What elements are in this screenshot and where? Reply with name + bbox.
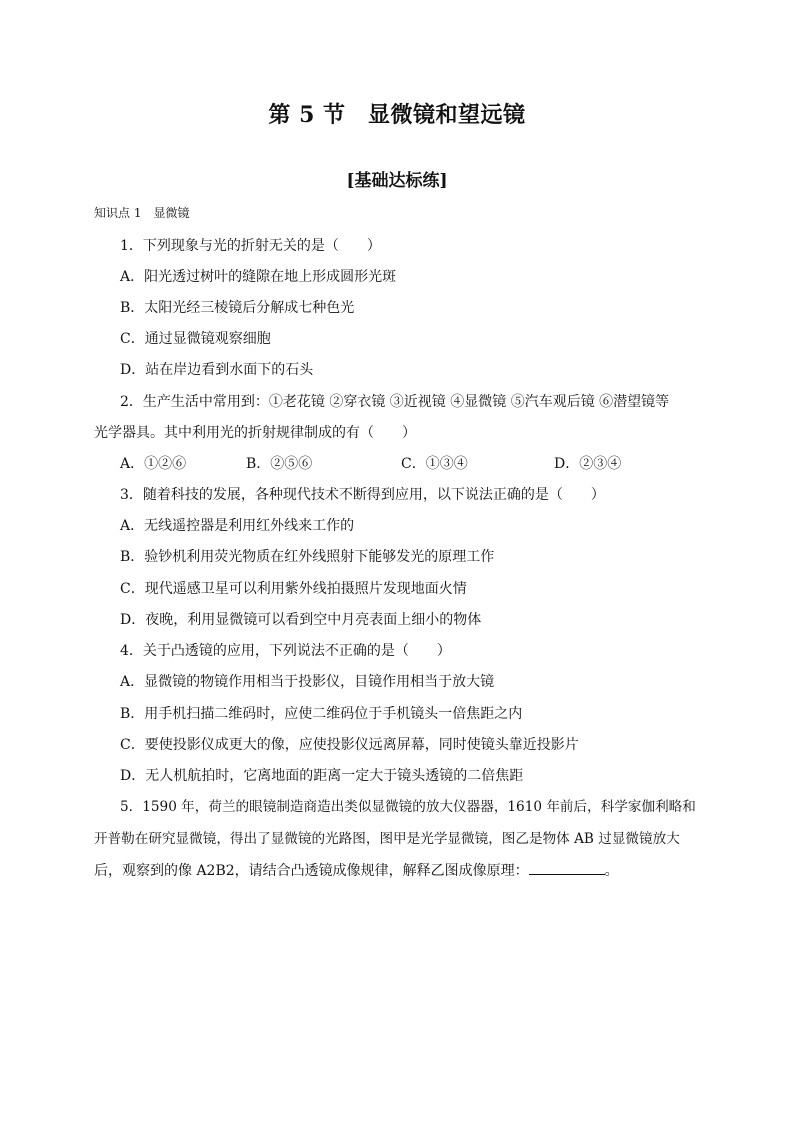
- answer-blank[interactable]: [529, 860, 605, 875]
- question-2-option-c: C．①③④: [401, 456, 468, 472]
- question-4-option-c: C．要使投影仪成更大的像，应使投影仪远离屏幕，同时使镜头靠近投影片: [120, 737, 579, 753]
- question-5-line-3: [94, 860, 619, 881]
- page-title: 第 5 节 显微镜和望远镜: [268, 102, 526, 128]
- question-1-stem: 1．下列现象与光的折射无关的是（ ）: [120, 238, 381, 254]
- question-3-option-a: A．无线遥控器是利用红外线来工作的: [120, 518, 355, 534]
- question-4-option-b: B．用手机扫描二维码时，应使二维码位于手机镜头一倍焦距之内: [120, 706, 523, 722]
- question-2-stem-line-1: 2．生产生活中常用到：①老花镜 ②穿衣镜 ③近视镜 ④显微镜 ⑤汽车观后镜 ⑥潜望镜等: [120, 394, 670, 410]
- question-4-option-a: A．显微镜的物镜作用相当于投影仪，目镜作用相当于放大镜: [120, 674, 495, 690]
- section-heading: [基础达标练]: [346, 171, 448, 191]
- question-4-option-d: D．无人机航拍时，它离地面的距离一定大于镜头透镜的二倍焦距: [120, 768, 524, 784]
- question-5-line-3-end: 。: [604, 863, 619, 879]
- question-2-option-a: A．①②⑥: [120, 456, 187, 472]
- question-2-stem-line-2: 光学器具。其中利用光的折射规律制成的有（ ）: [94, 425, 416, 441]
- question-1-option-b: B．太阳光经三棱镜后分解成七种色光: [120, 300, 355, 316]
- question-3-option-b: B．验钞机利用荧光物质在红外线照射下能够发光的原理工作: [120, 549, 495, 565]
- question-5-line-1: 5．1590 年，荷兰的眼镜制造商造出类似显微镜的放大仪器器，1610 年前后，科学家伽利略和: [120, 799, 696, 815]
- question-3-option-d: D．夜晚，利用显微镜可以看到空中月亮表面上细小的物体: [120, 612, 482, 628]
- knowledge-point-label: 知识点 1 显微镜: [94, 206, 190, 220]
- question-3-stem: 3．随着科技的发展，各种现代技术不断得到应用，以下说法正确的是（ ）: [120, 487, 605, 503]
- question-2-option-b: B．②⑤⑥: [246, 456, 313, 472]
- question-1-option-a: A．阳光透过树叶的缝隙在地上形成圆形光斑: [120, 269, 397, 285]
- question-3-option-c: C．现代遥感卫星可以利用紫外线拍摄照片发现地面火情: [120, 581, 467, 597]
- question-2-option-d: D．②③④: [554, 456, 622, 472]
- question-5-line-2: 开普勒在研究显微镜，得出了显微镜的光路图，图甲是光学显微镜，图乙是物体 AB 过显微镜放大: [94, 831, 680, 847]
- question-1-option-c: C．通过显微镜观察细胞: [120, 331, 271, 347]
- question-5-line-3-text: 后，观察到的像 A2B2，请结合凸透镜成像规律，解释乙图成像原理：: [94, 863, 529, 879]
- question-1-option-d: D．站在岸边看到水面下的石头: [120, 362, 314, 378]
- question-4-stem: 4．关于凸透镜的应用，下列说法不正确的是（ ）: [120, 643, 451, 659]
